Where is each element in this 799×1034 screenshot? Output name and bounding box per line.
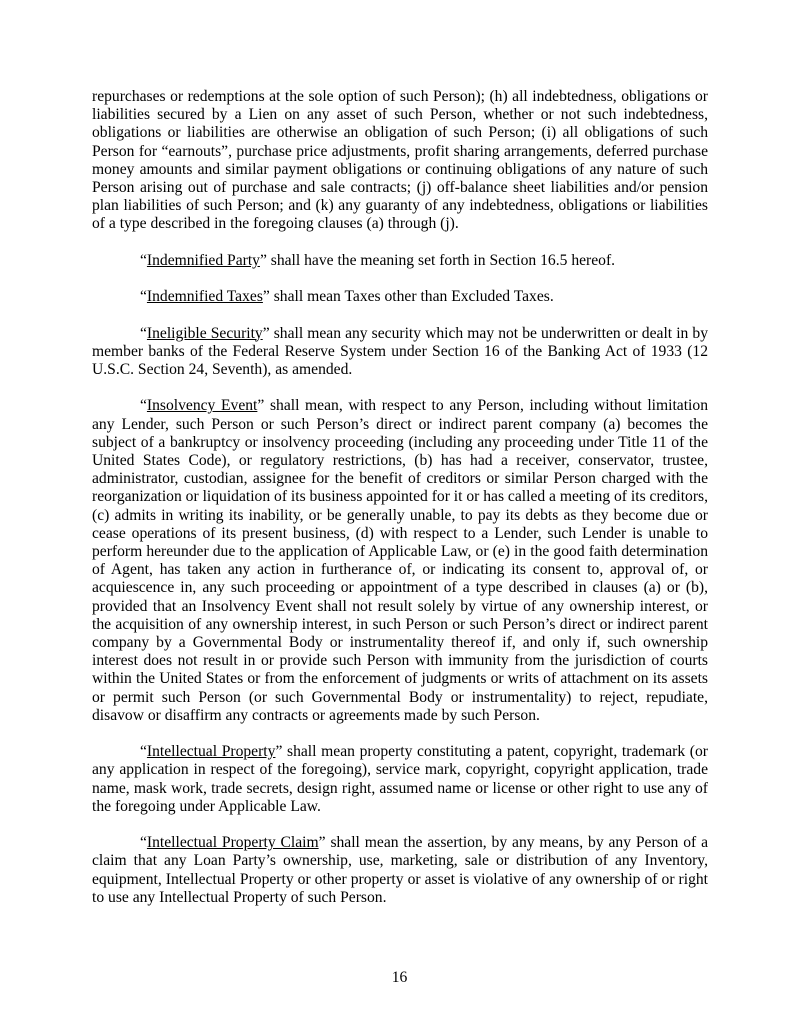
text-run: “ (140, 251, 147, 269)
definition-indemnified-party (92, 252, 708, 270)
definition-intellectual-property (92, 743, 708, 816)
text-run: “ (140, 397, 147, 415)
document-body (92, 88, 708, 925)
text-run: ” shall mean the assertion, by any means, by any Person of a claim that any Loan Party’s ownership, use, marketing, sale or distribution of any Inventory, equipment, Intellectual Property or other property or asset is violative of any ownership of or right to use any Intellectual Property of such Person. (92, 834, 709, 906)
text-run: ” shall have the meaning set forth in Section 16.5 hereof. (259, 251, 616, 269)
text-run: ” shall mean any security which may not be underwritten or dealt in by member banks of the Federal Reserve System under Section 16 of the Banking Act of 1933 (12 U.S.C. Section 24, Seventh), as amended. (92, 324, 708, 378)
text-run: “ (140, 834, 147, 852)
defined-term: Intellectual Property (146, 743, 276, 761)
definition-indemnified-taxes (92, 288, 708, 306)
intro-continuation-paragraph (92, 88, 708, 234)
text-run: “ (140, 743, 147, 761)
defined-term: Insolvency Event (146, 397, 258, 415)
text-run: ” shall mean, with respect to any Person, including without limitation any Lender, such Person or such Person’s direct or indirect parent company (a) becomes the subject of a bankruptcy or insolvency proceeding (including any proceeding under Title 11 of the United States Code), or regulatory restrictions, (b) has had a receiver, conservator, trustee, administrator, custodian, assignee for the benefit of creditors or similar Person charged with the reorganization or liquidation of its business appointed for it or has called a meeting of its creditors, (c) admits in writing its inability, or be generally unable, to pay its debts as they become due or cease operations of its present business, (d) with respect to a Lender, such Lender is unable to perform hereunder due to the application of Applicable Law, or (e) in the good faith determination of Agent, has taken any action in furtherance of, or indicating its consent to, approval of, or acquiescence in, any such proceeding or appointment of a type described in clauses (a) or (b), provided that an Insolvency Event shall not result solely by virtue of any ownership interest, or the acquisition of any ownership interest, in such Person or such Person’s direct or indirect parent company by a Governmental Body or instrumentality thereof if, and only if, such ownership interest does not result in or provide such Person with immunity from the jurisdiction of courts within the United States or from the enforcement of judgments or writs of attachment on its assets or permit such Person (or such Governmental Body or instrumentality) to reject, repudiate, disavow or disaffirm any contracts or agreements made by such Person. (92, 397, 708, 724)
text-run: “ (140, 288, 147, 306)
text-run: ” shall mean property constituting a patent, copyright, trademark (or any application in respect of the foregoing), service mark, copyright, copyright application, trade name, mask work, trade secrets, design right, assumed name or license or other right to use any of the foregoing under Applicable Law. (92, 743, 708, 815)
text-run: “ (140, 324, 147, 342)
defined-term: Intellectual Property Claim (146, 834, 319, 852)
defined-term: Indemnified Party (146, 251, 260, 269)
defined-term: Indemnified Taxes (146, 288, 263, 306)
text-run: ” shall mean Taxes other than Excluded Taxes. (262, 288, 554, 306)
page-number: 16 (391, 969, 408, 986)
text-run: repurchases or redemptions at the sole option of such Person); (h) all indebtedness, obligations or liabilities secured by a Lien on any asset of such Person, whether or not such indebtedness, obligations or liabilities are otherwise an obligation of such Person; (i) all obligations of such Person for “earnouts”, purchase price adjustments, profit sharing arrangements, deferred purchase money amounts and similar payment obligations or continuing obligations of any nature of such Person arising out of purchase and sale contracts; (j) off-balance sheet liabilities and/or pension plan liabilities of such Person; and (k) any guaranty of any indebtedness, obligations or liabilities of a type described in the foregoing clauses (a) through (j). (92, 88, 708, 233)
definition-intellectual-property-claim (92, 834, 708, 907)
definition-ineligible-security (92, 325, 708, 380)
defined-term: Ineligible Security (146, 324, 263, 342)
definition-insolvency-event (92, 397, 708, 725)
